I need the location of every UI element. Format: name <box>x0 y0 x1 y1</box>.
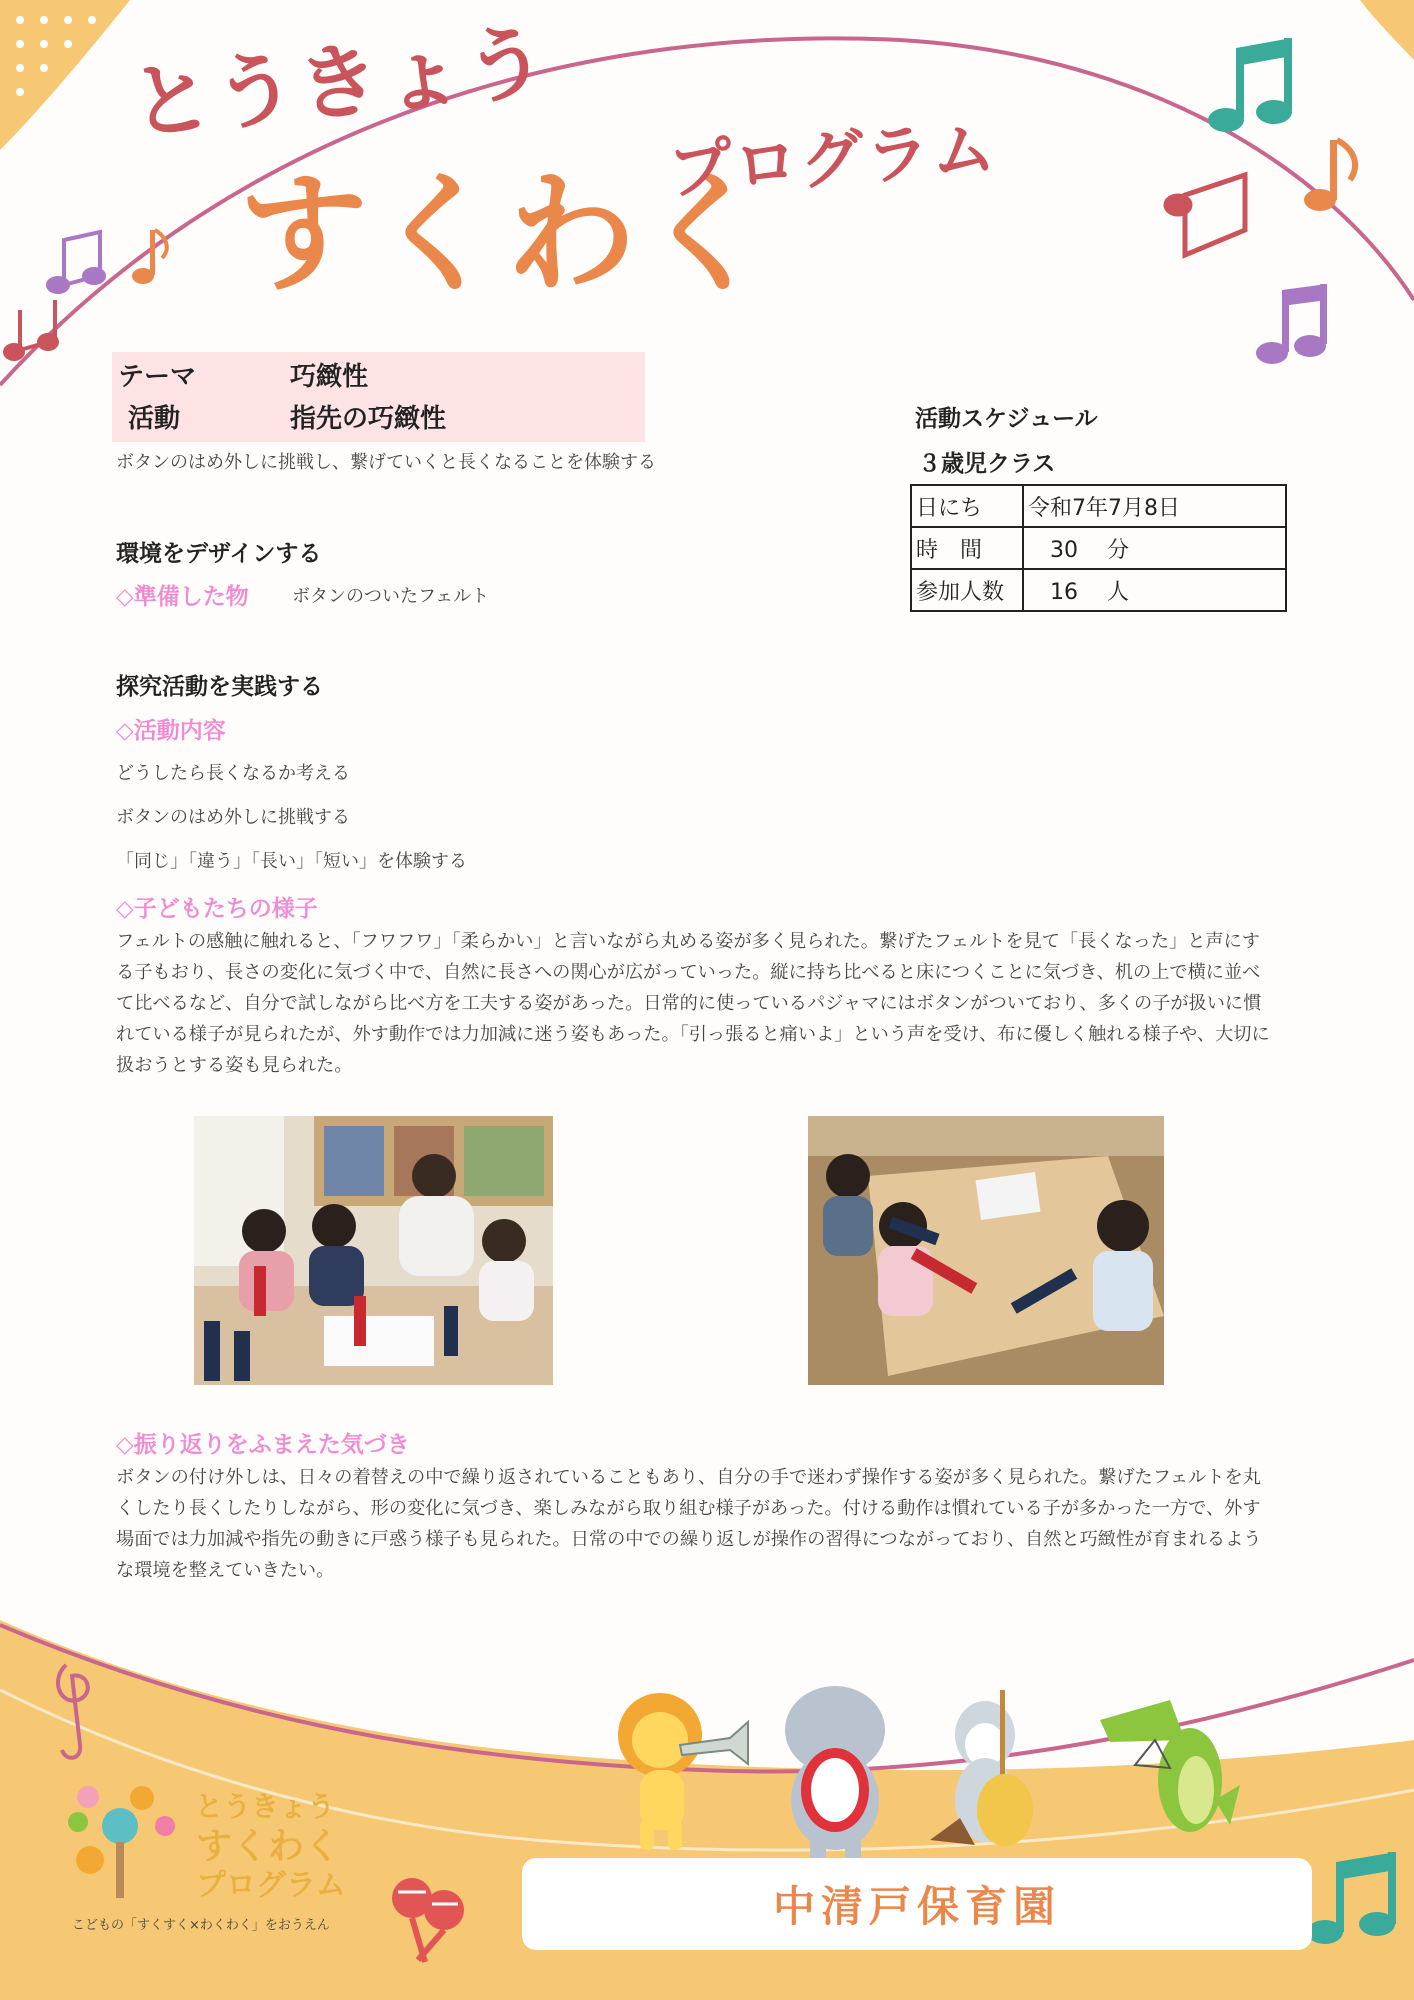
schedule-row-time <box>911 527 1286 569</box>
schedule-row-date <box>911 485 1286 527</box>
prepared-label: ◇準備した物 <box>116 584 249 610</box>
title-sukuwaku: すくわく <box>238 158 775 310</box>
content-item: 「同じ」「違う」「長い」「短い」を体験する <box>116 851 467 872</box>
title-tokyo: とうきょう <box>125 14 554 153</box>
theme-value: 巧緻性 <box>290 362 369 392</box>
reflection-label: ◇振り返りをふまえた気づき <box>116 1432 410 1458</box>
theme-description: ボタンのはめ外しに挑戦し、繋げていくと長くなることを体験する <box>116 452 656 473</box>
theme-box <box>112 352 645 442</box>
music-note-orange-icon <box>1304 140 1355 211</box>
schedule-row-participants <box>911 569 1286 611</box>
schedule-class: ３歳児クラス <box>918 451 1056 477</box>
activity-row <box>128 398 446 435</box>
music-note-left-purple-icon <box>48 232 104 292</box>
music-note-red-icon <box>1166 175 1245 255</box>
schedule-value: 16 人 <box>1023 569 1286 611</box>
schedule-key: 時 間 <box>911 527 1023 569</box>
music-note-teal-top-icon <box>1208 38 1292 132</box>
reflection-paragraph: ボタンの付け外しは、日々の着替えの中で繰り返されていることもあり、自分の手で迷わず操作する姿が多く見られた。繋げたフェルトを丸くしたり長くしたりしながら、形の変化に気づき、楽しみながら取り組む様子があった。付ける動作は慣れている子が多かった一方で、外す場面では力加減や指先の動きに戸惑う様子も見られた。日常の中での繰り返しが操作の習得につながっており、自然と巧緻性が育まれるような環境を整えていきたい。 <box>116 1467 1262 1581</box>
schedule-value: 令和7年7月8日 <box>1023 485 1286 527</box>
activity-photo-left <box>194 1116 553 1385</box>
schedule-value: 30 分 <box>1023 527 1286 569</box>
activity-value: 指先の巧緻性 <box>290 404 447 434</box>
activity-photo-right <box>808 1116 1164 1385</box>
content-item: ボタンのはめ外しに挑戦する <box>116 807 350 828</box>
schedule-table <box>910 484 1287 612</box>
logo-text-sukuwaku: すくわく <box>196 1826 341 1867</box>
logo-tagline: こどもの「すくすく×わくわく」をおうえん <box>72 1918 330 1933</box>
music-note-purple-icon <box>1256 284 1327 364</box>
logo-text-tokyo: とうきょう <box>195 1790 336 1823</box>
logo-text-program: プログラム <box>196 1868 346 1903</box>
schedule-key: 参加人数 <box>911 569 1023 611</box>
school-name: 中清戸保育園 <box>772 1882 1061 1931</box>
content-item: どうしたら長くなるか考える <box>116 763 350 784</box>
activity-label: 活動 <box>128 404 181 434</box>
schedule-title: 活動スケジュール <box>915 406 1098 432</box>
children-label: ◇子どもたちの様子 <box>116 896 318 922</box>
schedule-key: 日にち <box>911 485 1023 527</box>
environment-heading: 環境をデザインする <box>116 541 322 567</box>
theme-label: テーマ <box>118 362 197 392</box>
prepared-value: ボタンのついたフェルト <box>292 586 490 607</box>
title-program: プログラム <box>665 112 1000 209</box>
content-label: ◇活動内容 <box>116 718 226 744</box>
theme-row <box>118 356 368 393</box>
children-paragraph: フェルトの感触に触れると、「フワフワ」「柔らかい」と言いながら丸める姿が多く見られた。繋げたフェルトを見て「長くなった」と声にする子もおり、長さの変化に気づく中で、自然に長さへの関心が広がっていった。縦に持ち比べると床につくことに気づき、机の上で横に並べて比べるなど、自分で試しながら比べ方を工夫する姿があった。日常的に使っているパジャマにはボタンがついており、多くの子が扱いに慣れている様子が見られたが、外す動作では力加減に迷う姿もあった。「引っ張ると痛いよ」という声を受け、布に優しく触れる様子や、大切に扱おうとする姿も見られた。 <box>116 931 1270 1076</box>
practice-heading: 探究活動を実践する <box>116 674 323 700</box>
